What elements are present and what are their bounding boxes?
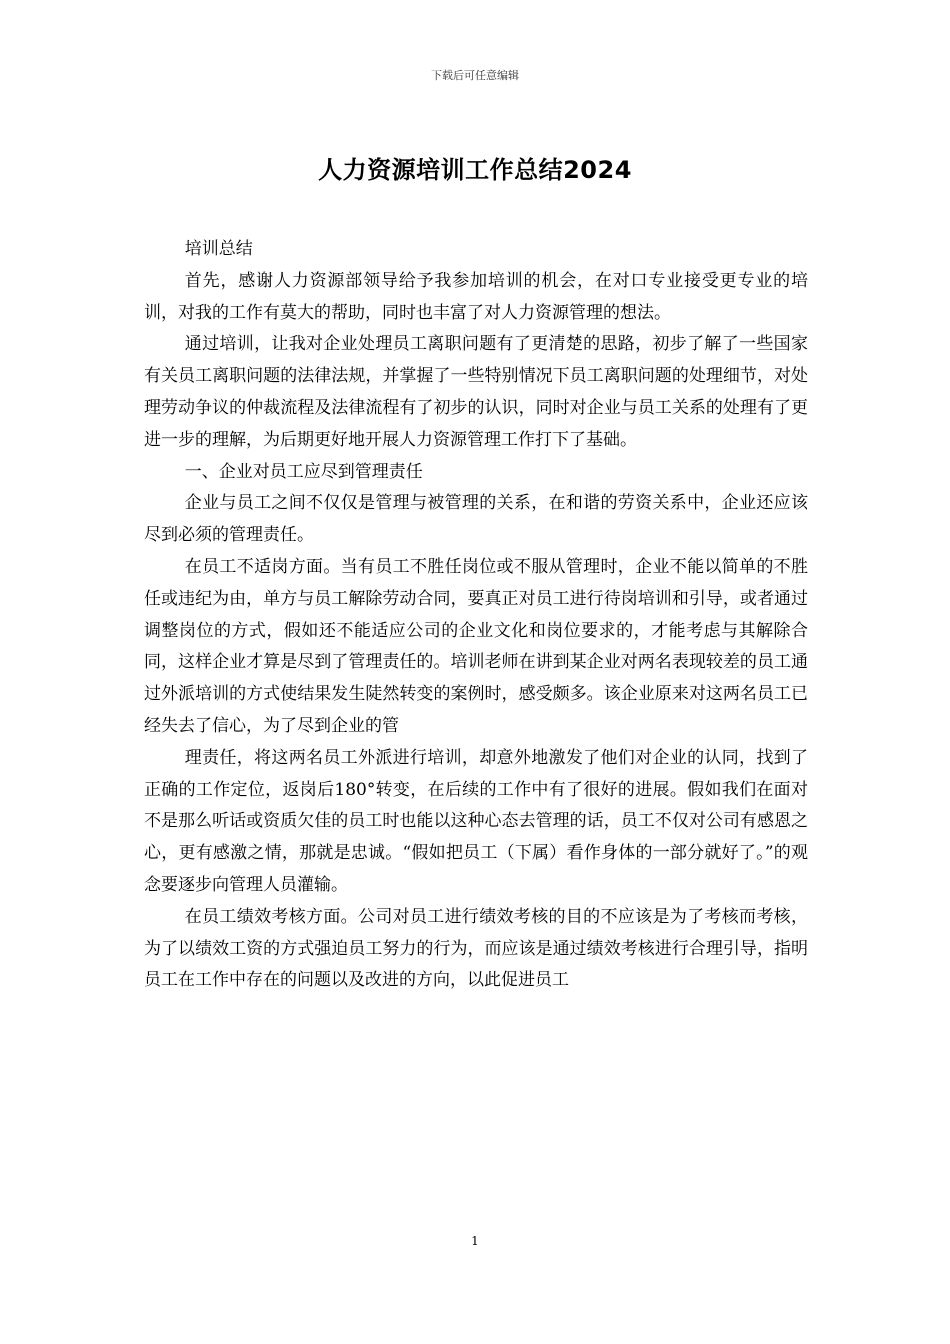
- document-body: [144, 234, 808, 997]
- section-heading: 一、企业对员工应尽到管理责任: [184, 461, 423, 482]
- paragraph: 首先，感谢人力资源部领导给予我参加培训的机会，在对口专业接受更专业的培训，对我的工作有莫大的帮助，同时也丰富了对人力资源管理的想法。: [144, 270, 808, 323]
- header-note: 下载后可任意编辑: [431, 69, 519, 82]
- paragraph: 在员工绩效考核方面。公司对员工进行绩效考核的目的不应该是为了考核而考核，为了以绩效工资的方式强迫员工努力的行为，而应该是通过绩效考核进行合理引导，指明员工在工作中存在的问题以及改进的方向，以此促进员工: [144, 906, 808, 991]
- document-title: 人力资源培训工作总结2024: [318, 156, 632, 184]
- paragraph-heading-summary: 培训总结: [184, 239, 253, 259]
- paragraph: 企业与员工之间不仅仅是管理与被管理的关系，在和谐的劳资关系中，企业还应该尽到必须的管理责任。: [144, 493, 808, 546]
- paragraph: 理责任，将这两名员工外派进行培训，却意外地激发了他们对企业的认同，找到了正确的工作定位，返岗后180°转变，在后续的工作中有了很好的进展。假如我们在面对不是那么听话或资质欠佳的员工时也能以这种心态去管理的话，员工不仅对公司有感恩之心，更有感激之情，那就是忠诚。“假如把员工（下属）看作身体的一部分就好了。”的观念要逐步向管理人员灌输。: [144, 747, 808, 895]
- page-number: 1: [471, 1234, 479, 1248]
- paragraph: 在员工不适岗方面。当有员工不胜任岗位或不服从管理时，企业不能以简单的不胜任或违纪为由，单方与员工解除劳动合同，要真正对员工进行待岗培训和引导，或者通过调整岗位的方式，假如还不能适应公司的企业文化和岗位要求的，才能考虑与其解除合同，这样企业才算是尽到了管理责任的。培训老师在讲到某企业对两名表现较差的员工通过外派培训的方式使结果发生陡然转变的案例时，感受颇多。该企业原来对这两名员工已经失去了信心，为了尽到企业的管: [144, 556, 808, 736]
- paragraph: 通过培训，让我对企业处理员工离职问题有了更清楚的思路，初步了解了一些国家有关员工离职问题的法律法规，并掌握了一些特别情况下员工离职问题的处理细节，对处理劳动争议的仲裁流程及法律流程有了初步的认识，同时对企业与员工关系的处理有了更进一步的理解，为后期更好地开展人力资源管理工作打下了基础。: [144, 334, 808, 450]
